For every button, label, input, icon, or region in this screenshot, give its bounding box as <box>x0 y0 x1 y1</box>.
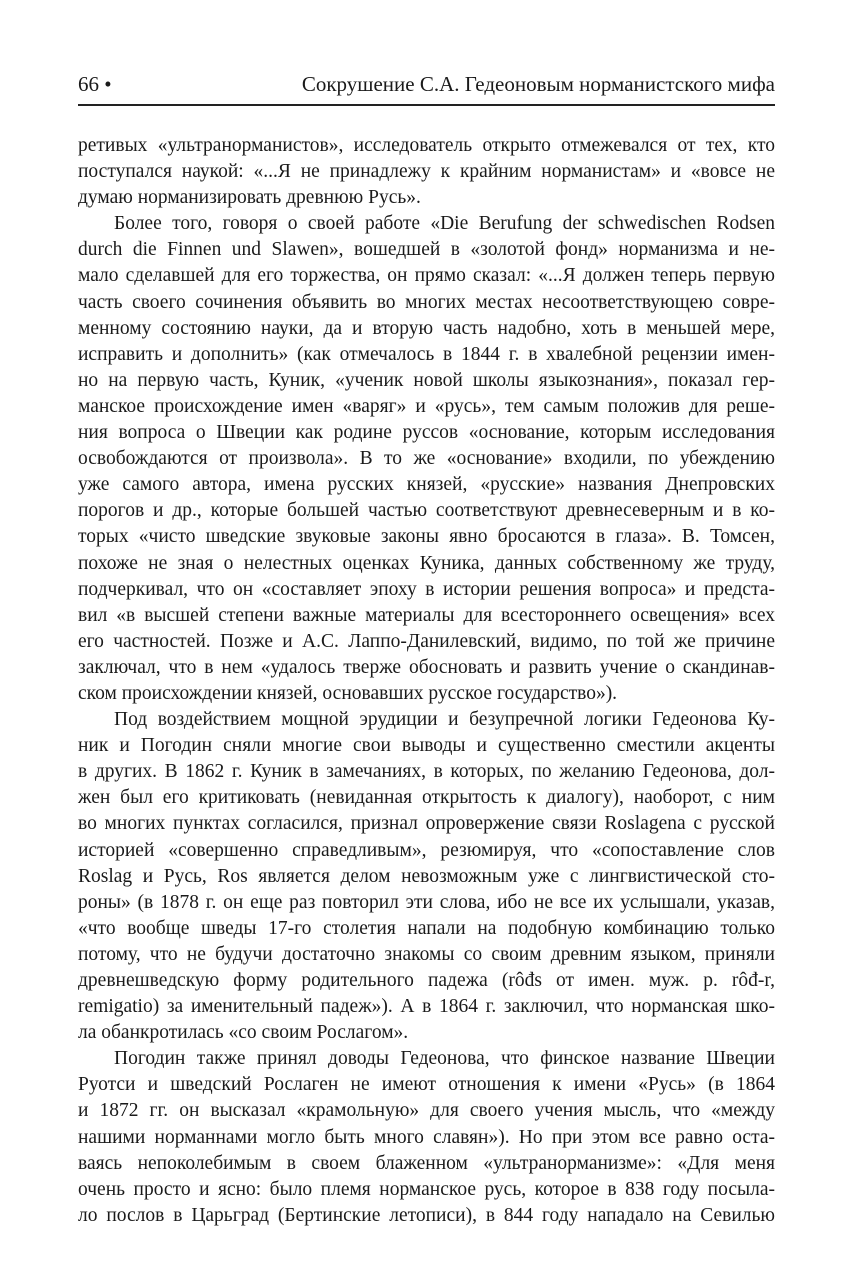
text-line: нашими норманнами могло быть много славян»). Но при этом все равно оста- <box>78 1126 775 1148</box>
text-line: ретивых «ультранорманистов», исследователь открыто отмежевался от тех, кто <box>78 135 775 156</box>
text-line: ваясь непоколебимым в своем блаженном «ультранорманизме»: «Для меня <box>78 1152 775 1174</box>
text-line: Руотси и шведский Рослаген не имеют отношения к имени «Русь» (в 1864 <box>78 1074 775 1096</box>
page-number: 66 • <box>78 72 112 96</box>
text-line: но на первую часть, Куник, «ученик новой школы языкознания», показал гер- <box>78 369 775 391</box>
text-line: мало сделавшей для его торжества, он прямо сказал: «...Я должен теперь первую <box>78 265 775 287</box>
text-line: во многих пунктах согласился, признал опровержение связи Roslagena с русской <box>78 813 775 835</box>
text-line: его частностей. Позже и А.С. Лаппо-Данилевский, видимо, по той же причине <box>78 630 775 652</box>
text-line: Более того, говоря о своей работе «Die Berufung der schwedischen Rodsen <box>114 213 775 235</box>
running-header <box>78 72 775 102</box>
text-line: манское происхождение имен «варяг» и «русь», тем самым положив для реше- <box>78 395 775 417</box>
text-line: Погодин также принял доводы Гедеонова, что финское название Швеции <box>114 1048 775 1070</box>
text-line: вил «в высшей степени важные материалы для всестороннего освещения» всех <box>78 604 775 626</box>
text-line: уже самого автора, имена русских князей, «русские» названия Днепровских <box>78 474 775 496</box>
text-line: очень просто и ясно: было племя норманское русь, которое в 838 году посыла- <box>78 1178 775 1200</box>
text-line: ском происхождении князей, основавших русское государство»). <box>78 682 618 704</box>
text-line: потому, что не будучи достаточно знакомы со своим древним языком, приняли <box>78 943 775 965</box>
text-line: поступался наукой: «...Я не принадлежу к крайним норманистам» и «вовсе не <box>78 161 775 183</box>
text-line: историей «совершенно справедливым», резюмируя, что «сопоставление слов <box>78 839 775 861</box>
text-line: ния вопроса о Швеции как родине руссов «основание, которым исследования <box>78 422 775 444</box>
text-line: торых «чисто шведские звуковые законы явно бросаются в глаза». В. Томсен, <box>78 526 775 548</box>
text-line: ник и Погодин сняли многие свои выводы и существенно сместили акценты <box>78 735 775 757</box>
text-line: исправить и дополнить» (как отмечалось в 1844 г. в хвалебной рецензии имен- <box>78 343 775 365</box>
text-line: порогов и др., которые большей частью соответствуют древнесеверным и в ко- <box>78 500 775 522</box>
text-line: жен был его критиковать (невиданная открытость к диалогу), наоборот, с ним <box>78 787 775 809</box>
header-rule <box>78 104 775 106</box>
text-line: remigatio) за именительный падеж»). А в 1864 г. заключил, что норманская шко- <box>78 996 775 1018</box>
text-line: менному состоянию науки, да и вторую часть надобно, хоть в меньшей мере, <box>78 317 775 339</box>
text-line: древнешведскую форму родительного падежа (rôđs от имен. муж. р. rôđ-r, <box>78 970 775 991</box>
text-line: похоже не зная о нелестных оценках Куника, данных собственному же труду, <box>78 552 775 574</box>
text-line: durch die Finnen und Slawen», вошедшей в «золотой фонд» норманизма и не- <box>78 239 775 261</box>
text-line: «что вообще шведы 17-го столетия напали на подобную комбинацию только <box>78 917 775 939</box>
text-line: думаю норманизировать древнюю Русь». <box>78 187 421 209</box>
text-line: роны» (в 1878 г. он еще раз повторил эти слова, ибо не все их услышали, указав, <box>78 891 775 913</box>
text-line: подчеркивал, что он «составляет эпоху в истории решения вопроса» и предста- <box>78 578 775 600</box>
body-text <box>78 133 775 1229</box>
text-line: Roslag и Русь, Ros является делом невозможным уже с лингвистической сто- <box>78 865 775 887</box>
text-line: часть своего сочинения объявить во многих местах несоответствующею совре- <box>78 291 775 313</box>
text-line: заключал, что в нем «удалось тверже обосновать и развить учение о скандинав- <box>78 656 775 678</box>
running-title: Сокрушение С.А. Гедеоновым норманистского мифа <box>301 72 775 96</box>
text-line: ла обанкротилась «со своим Рослагом». <box>78 1022 409 1044</box>
text-line: освобождаются от произвола». В то же «основание» входили, по убеждению <box>78 448 775 470</box>
text-line: в других. В 1862 г. Куник в замечаниях, в которых, по желанию Гедеонова, дол- <box>78 761 775 783</box>
text-line: ло послов в Царьград (Бертинские летописи), в 844 году нападало на Севилью <box>78 1204 775 1226</box>
text-line: Под воздействием мощной эрудиции и безупречной логики Гедеонова Ку- <box>114 709 775 731</box>
text-line: и 1872 гг. он высказал «крамольную» для своего учения мысль, что «между <box>78 1100 775 1122</box>
